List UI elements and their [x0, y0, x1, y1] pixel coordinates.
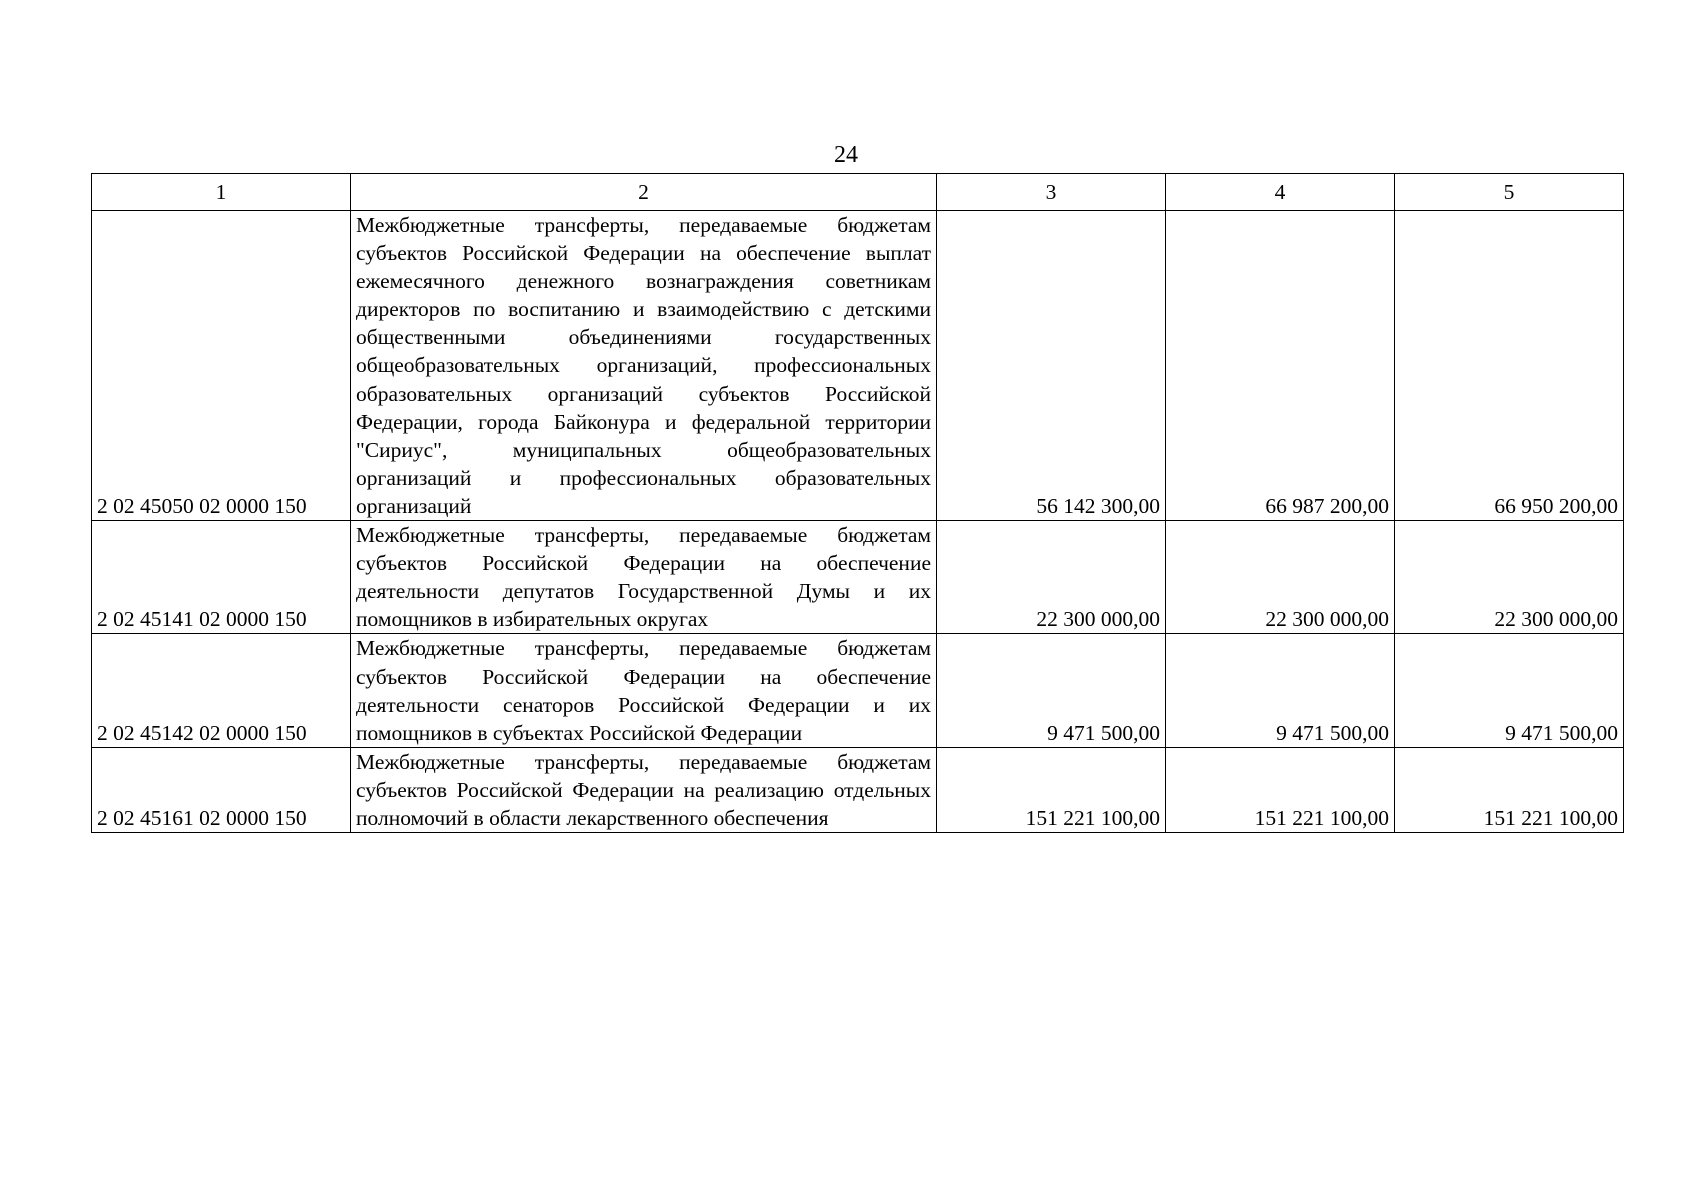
revenue-code-cell: 2 02 45161 02 0000 150: [92, 747, 351, 832]
header-col-2: 2: [351, 174, 937, 211]
revenue-name-cell: Межбюджетные трансферты, передаваемые бюджетам субъектов Российской Федерации на обеспечение деятельности депутатов Государственной Думы и их помощников в избирательных округах: [351, 521, 937, 634]
amount-col-5-cell: 151 221 100,00: [1395, 747, 1624, 832]
table-row: [92, 634, 1624, 747]
amount-col-3-cell: 22 300 000,00: [937, 521, 1166, 634]
header-col-5: 5: [1395, 174, 1624, 211]
table-row: [92, 747, 1624, 832]
revenue-name-cell: Межбюджетные трансферты, передаваемые бюджетам субъектов Российской Федерации на реализацию отдельных полномочий в области лекарственного обеспечения: [351, 747, 937, 832]
amount-col-4-cell: 151 221 100,00: [1166, 747, 1395, 832]
amount-col-4-cell: 66 987 200,00: [1166, 211, 1395, 521]
amount-col-3-cell: 56 142 300,00: [937, 211, 1166, 521]
page-number: 24: [834, 142, 858, 168]
amount-col-3-cell: 151 221 100,00: [937, 747, 1166, 832]
table-header: [92, 174, 1624, 211]
amount-col-4-cell: 22 300 000,00: [1166, 521, 1395, 634]
revenue-code-cell: 2 02 45142 02 0000 150: [92, 634, 351, 747]
amount-col-5-cell: 9 471 500,00: [1395, 634, 1624, 747]
header-col-1: 1: [92, 174, 351, 211]
table-body: [92, 211, 1624, 833]
table-row: [92, 211, 1624, 521]
header-col-4: 4: [1166, 174, 1395, 211]
revenue-name-cell: Межбюджетные трансферты, передаваемые бюджетам субъектов Российской Федерации на обеспечение деятельности сенаторов Российской Федерации и их помощников в субъектах Российской Федерации: [351, 634, 937, 747]
table-row: [92, 521, 1624, 634]
header-row: [92, 174, 1624, 211]
budget-table: [91, 173, 1624, 833]
amount-col-5-cell: 66 950 200,00: [1395, 211, 1624, 521]
amount-col-3-cell: 9 471 500,00: [937, 634, 1166, 747]
revenue-code-cell: 2 02 45050 02 0000 150: [92, 211, 351, 521]
revenue-name-cell: Межбюджетные трансферты, передаваемые бюджетам субъектов Российской Федерации на обеспечение выплат ежемесячного денежного вознаграждения советникам директоров по воспитанию и взаимодействию с детскими общественными объединениями государственных общеобразовательных организаций, профессиональных образовательных организаций субъектов Российской Федерации, города Байконура и федеральной территории "Сириус", муниципальных общеобразовательных организаций и профессиональных образовательных организаций: [351, 211, 937, 521]
revenue-code-cell: 2 02 45141 02 0000 150: [92, 521, 351, 634]
amount-col-4-cell: 9 471 500,00: [1166, 634, 1395, 747]
header-col-3: 3: [937, 174, 1166, 211]
amount-col-5-cell: 22 300 000,00: [1395, 521, 1624, 634]
